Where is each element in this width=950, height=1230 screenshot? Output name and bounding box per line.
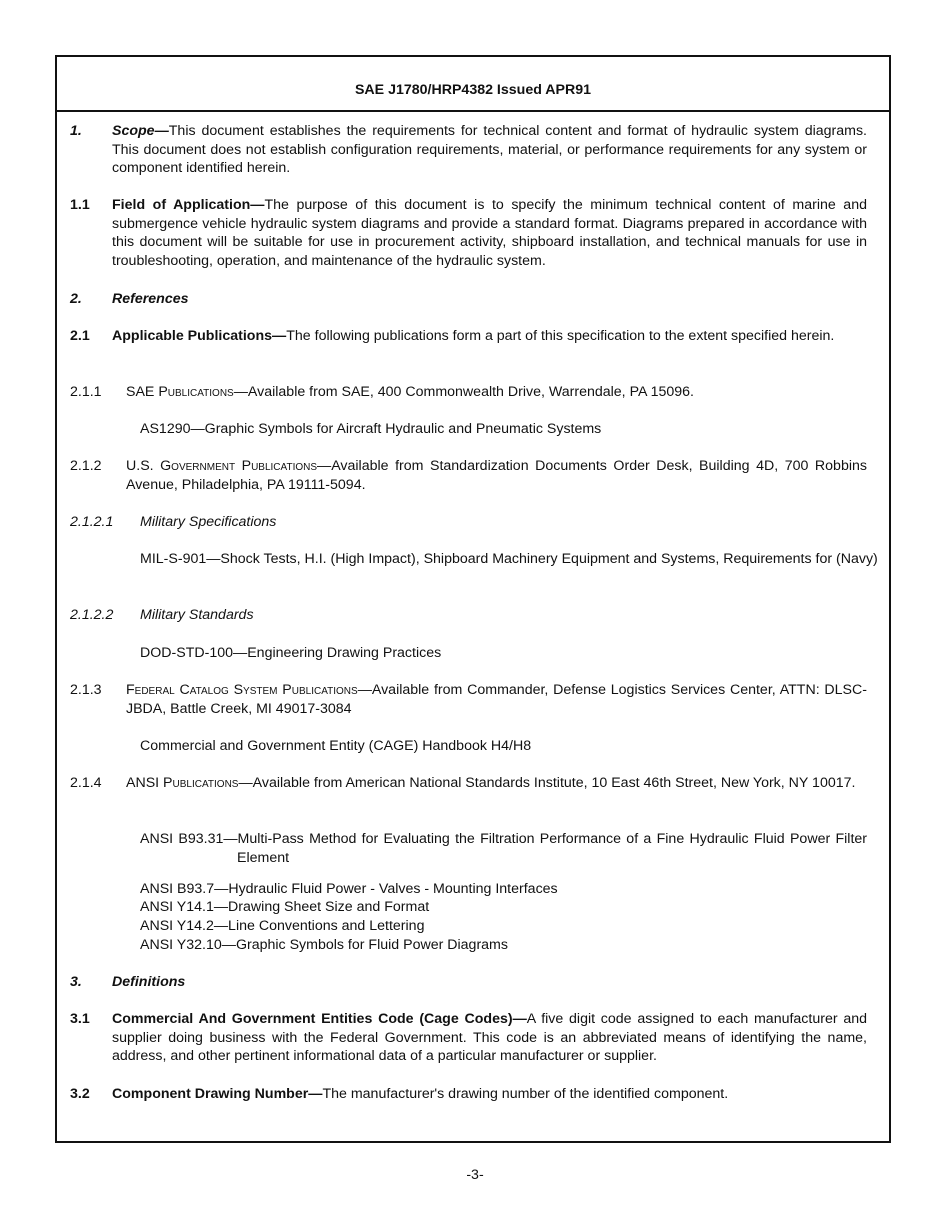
section-1-1-title: Field of Application— <box>112 197 265 213</box>
section-2-1-2-number: 2.1.2 <box>70 458 102 474</box>
section-2-1-2-2-title: Military Standards <box>140 607 254 623</box>
section-2-1-3-number: 2.1.3 <box>70 682 102 698</box>
section-2-1-text: The following publications form a part of this specification to the extent specified herein. <box>286 328 835 344</box>
section-2-1-3-federal-catalog <box>126 681 867 718</box>
reference-item: ANSI Y14.1—Drawing Sheet Size and Format <box>140 899 430 915</box>
section-2-1-2-1-title: Military Specifications <box>140 514 277 530</box>
section-2-1-3-text: —Available from Commander, Defense Logistics Services Center, ATTN: DLSC-JBDA, Battle Creek, MI 49017-3084 <box>126 682 867 717</box>
section-2-number: 2. <box>70 291 82 307</box>
section-2-title: References <box>112 291 189 307</box>
section-2-1-3-title: Federal Catalog System Publications <box>126 682 358 698</box>
section-2-1-4-ansi-publications <box>126 774 867 793</box>
reference-item: DOD-STD-100—Engineering Drawing Practices <box>140 645 442 661</box>
reference-item: Commercial and Government Entity (CAGE) Handbook H4/H8 <box>140 738 532 754</box>
section-2-1-applicable-publications <box>112 327 867 346</box>
section-3-2-number: 3.2 <box>70 1086 90 1102</box>
section-2-1-2-2-number: 2.1.2.2 <box>70 607 114 623</box>
section-2-1-1-number: 2.1.1 <box>70 384 102 400</box>
section-3-2-text: The manufacturer's drawing number of the identified component. <box>322 1086 729 1102</box>
section-1-1-number: 1.1 <box>70 197 90 213</box>
section-2-1-1-text: —Available from SAE, 400 Commonwealth Drive, Warrendale, PA 15096. <box>233 384 694 400</box>
document-title: SAE J1780/HRP4382 Issued APR91 <box>354 82 592 98</box>
reference-item: AS1290—Graphic Symbols for Aircraft Hydraulic and Pneumatic Systems <box>140 421 602 437</box>
section-3-title: Definitions <box>112 974 186 990</box>
section-3-1-number: 3.1 <box>70 1011 90 1027</box>
section-3-2-component-drawing-number <box>112 1085 867 1104</box>
section-2-1-2-government-publications <box>126 457 867 494</box>
section-2-1-2-title: U.S. Government Publications <box>126 458 318 474</box>
section-2-1-number: 2.1 <box>70 328 90 344</box>
section-2-1-4-text: —Available from American National Standards Institute, 10 East 46th Street, New York, NY 10017. <box>238 775 856 791</box>
page-number: -3- <box>466 1167 484 1183</box>
section-3-1-title: Commercial And Government Entities Code (Cage Codes)— <box>112 1011 527 1027</box>
reference-item: MIL-S-901—Shock Tests, H.I. (High Impact), Shipboard Machinery Equipment and Systems, Requirements for (Navy) <box>140 551 878 567</box>
section-2-1-4-title: ANSI Publications <box>126 775 239 791</box>
section-3-1-text: A five digit code assigned to each manufacturer and supplier doing business with the Federal Government. This code is an abbreviated means of identifying the name, address, and other pertinent informational data of a particular manufacturer or supplier. <box>112 1011 867 1065</box>
section-1-1-text: The purpose of this document is to specify the minimum technical content of marine and submergence vehicle hydraulic system diagrams and provide a standard format. Diagrams prepared in accordance with this document will be suitable for use in procurement activity, shipboard installation, and technical manuals for use in troubleshooting, operation, and maintenance of the hydraulic system. <box>112 197 867 269</box>
section-1-title: Scope— <box>112 123 169 139</box>
section-2-1-title: Applicable Publications— <box>112 328 287 344</box>
document-header <box>57 57 889 112</box>
section-2-1-1-title: SAE Publications <box>126 384 234 400</box>
section-2-1-2-text: —Available from Standardization Documents Order Desk, Building 4D, 700 Robbins Avenue, Philadelphia, PA 19111-5094. <box>126 458 867 493</box>
section-2-1-4-number: 2.1.4 <box>70 775 102 791</box>
section-3-number: 3. <box>70 974 82 990</box>
section-1-1-field-of-application <box>112 196 867 270</box>
section-1-number: 1. <box>70 123 82 139</box>
section-1-text: This document establishes the requirements for technical content and format of hydraulic system diagrams. This document does not establish configuration requirements, material, or performance requirements for any system or component identified herein. <box>112 123 867 177</box>
reference-item: ANSI B93.31—Multi-Pass Method for Evaluating the Filtration Performance of a Fine Hydraulic Fluid Power Filter Element <box>140 831 867 866</box>
section-2-1-2-1-number: 2.1.2.1 <box>70 514 114 530</box>
reference-item: ANSI Y14.2—Line Conventions and Lettering <box>140 918 425 934</box>
section-3-2-title: Component Drawing Number— <box>112 1086 323 1102</box>
section-3-1-cage-codes <box>112 1010 867 1066</box>
reference-item: ANSI Y32.10—Graphic Symbols for Fluid Power Diagrams <box>140 937 508 953</box>
reference-item: ANSI B93.7—Hydraulic Fluid Power - Valves - Mounting Interfaces <box>140 881 558 897</box>
section-2-1-1-sae-publications <box>126 383 867 402</box>
section-1-scope <box>112 122 867 178</box>
